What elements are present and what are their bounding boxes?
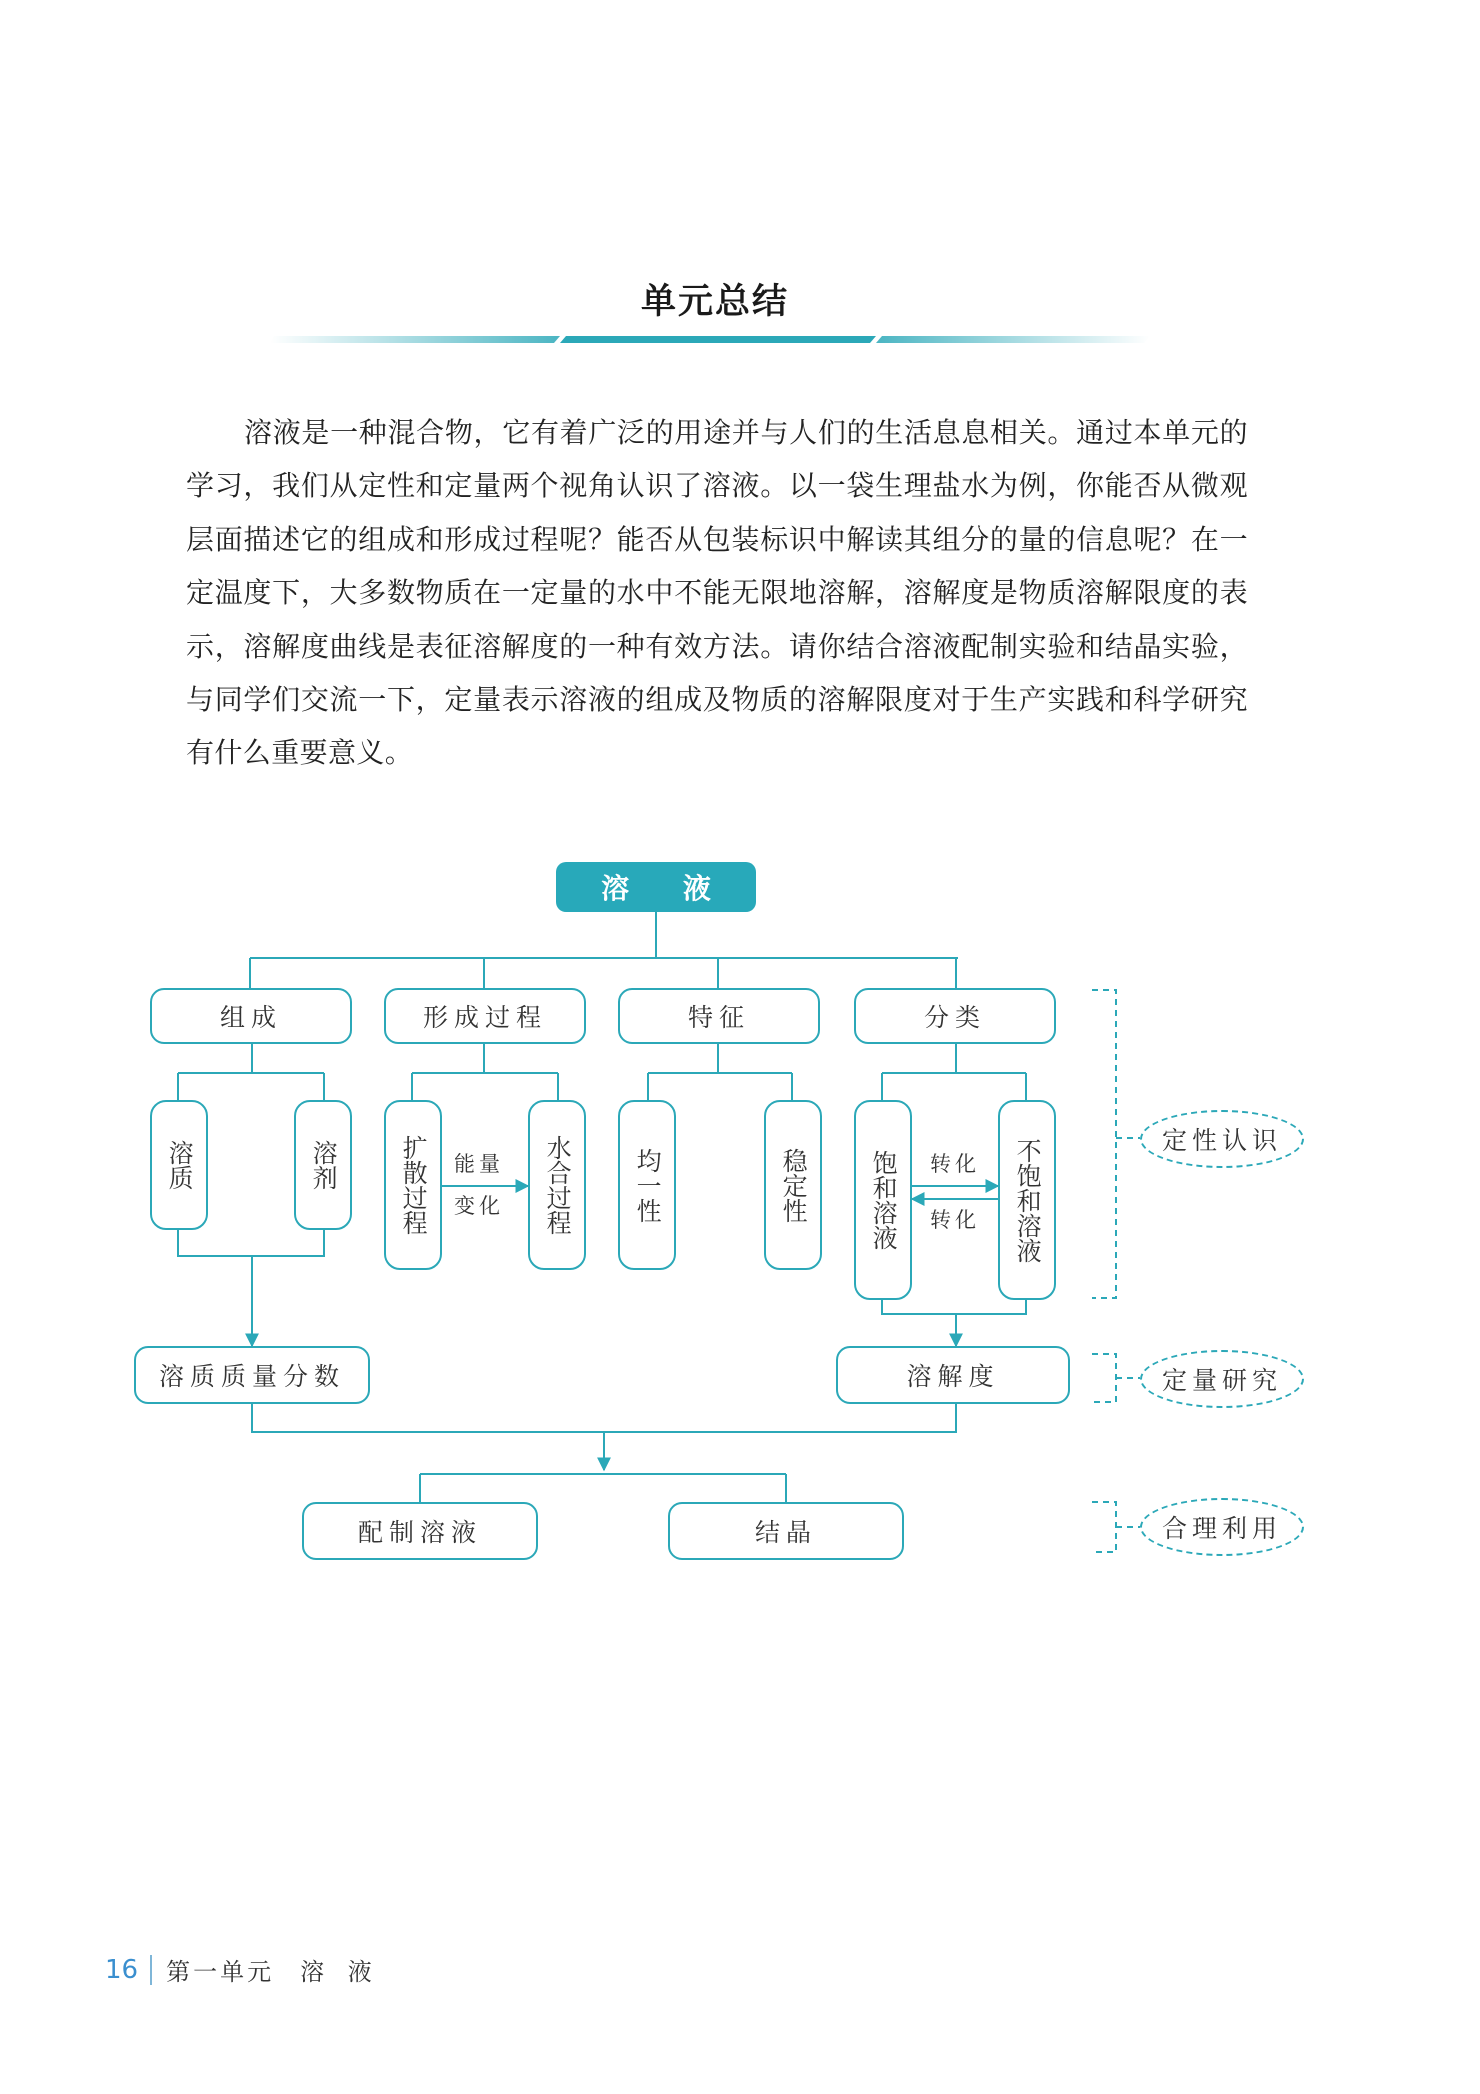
node-composition: 组成	[150, 988, 352, 1044]
footer-unit: 第一单元	[166, 1958, 275, 1986]
label-conversion-backward: 转化	[930, 1208, 980, 1232]
node-unsaturated-solution: 不饱和溶液	[998, 1100, 1056, 1300]
node-solubility: 溶解度	[836, 1346, 1070, 1404]
level-qualitative: 定性认识	[1140, 1110, 1304, 1168]
footer-unit-title: 溶 液	[300, 1958, 375, 1986]
node-uniformity: 均一性	[618, 1100, 676, 1270]
page-title: 单元总结	[640, 282, 789, 322]
node-classification: 分类	[854, 988, 1056, 1044]
node-saturated-solution: 饱和溶液	[854, 1100, 912, 1300]
label-change: 变化	[454, 1194, 504, 1218]
node-features: 特征	[618, 988, 820, 1044]
node-prepare-solution: 配制溶液	[302, 1502, 538, 1560]
node-mass-fraction: 溶质质量分数	[134, 1346, 370, 1404]
page-footer	[105, 1952, 375, 1987]
node-stability: 稳定性	[764, 1100, 822, 1270]
page-number: 16	[105, 1954, 139, 1985]
node-crystallization: 结晶	[668, 1502, 904, 1560]
intro-paragraph: 溶液是一种混合物，它有着广泛的用途并与人们的生活息息相关。通过本单元的学习，我们从定性和定量两个视角认识了溶液。以一袋生理盐水为例，你能否从微观层面描述它的组成和形成过程呢？能否从包装标识中解读其组分的量的信息呢？在一定温度下，大多数物质在一定量的水中不能无限地溶解，溶解度是物质溶解限度的表示，溶解度曲线是表征溶解度的一种有效方法。请你结合溶液配制实验和结晶实验，与同学们交流一下，定量表示溶液的组成及物质的溶解限度对于生产实践和科学研究有什么重要意义。	[186, 416, 1248, 770]
node-solute: 溶质	[150, 1100, 208, 1230]
node-formation-process: 形成过程	[384, 988, 586, 1044]
label-energy: 能量	[454, 1152, 504, 1176]
root-node-solution: 溶 液	[556, 862, 756, 912]
footer-divider	[150, 1955, 152, 1985]
level-quantitative: 定量研究	[1140, 1350, 1304, 1408]
node-hydration-process: 水合过程	[528, 1100, 586, 1270]
node-solvent: 溶剂	[294, 1100, 352, 1230]
level-application: 合理利用	[1140, 1498, 1304, 1556]
node-diffusion-process: 扩散过程	[384, 1100, 442, 1270]
label-conversion-forward: 转化	[930, 1152, 980, 1176]
